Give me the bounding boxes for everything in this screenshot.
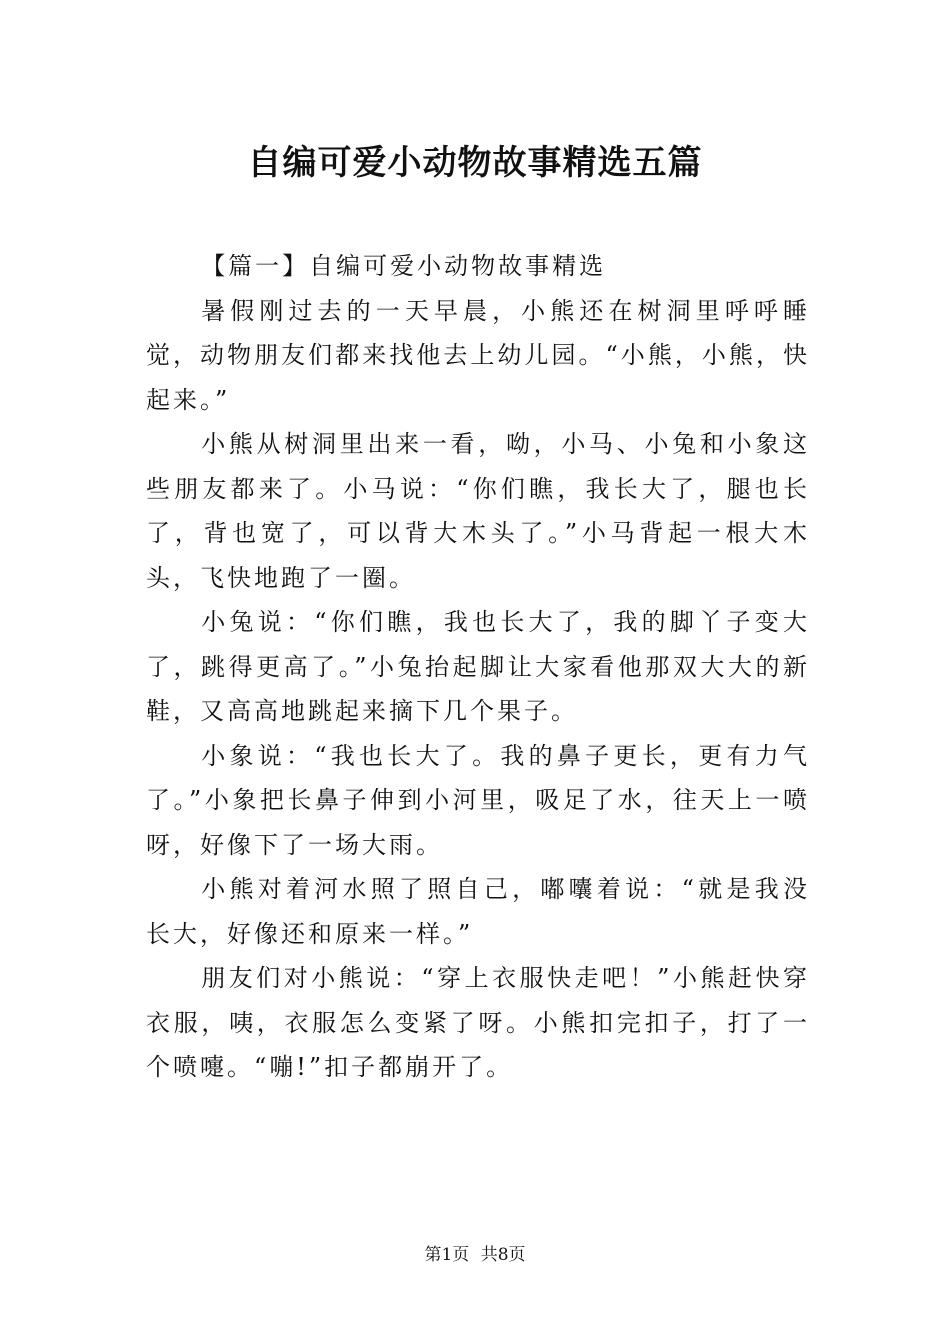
section-heading: 【篇一】自编可爱小动物故事精选 [201, 252, 607, 280]
document-title: 自编可爱小动物故事精选五篇 [247, 143, 703, 183]
paragraph: 朋友们对小熊说：“穿上衣服快走吧！”小熊赶快穿衣服，咦，衣服怎么变紧了呀。小熊扣完扣子，打了一个喷嚏。“嘣!”扣子都崩开了。 [146, 964, 810, 1081]
paragraph: 小兔说：“你们瞧，我也长大了，我的脚丫子变大了，跳得更高了。”小兔抬起脚让大家看他那双大大的新鞋，又高高地跳起来摘下几个果子。 [146, 608, 810, 725]
paragraph: 小象说：“我也长大了。我的鼻子更长，更有力气了。”小象把长鼻子伸到小河里，吸足了水，往天上一喷呀，好像下了一场大雨。 [146, 741, 810, 859]
page-total: 共8页 [480, 1245, 526, 1265]
page-number: 第1页 [424, 1245, 470, 1265]
page-footer [0, 1240, 950, 1265]
paragraph: 小熊对着河水照了照自己，嘟囔着说：“就是我没长大，好像还和原来一样。” [146, 875, 810, 948]
document-body [146, 244, 810, 1090]
paragraph: 暑假刚过去的一天早晨，小熊还在树洞里呼呼睡觉，动物朋友们都来找他去上幼儿园。“小熊，小熊，快起来。” [146, 296, 810, 414]
paragraph: 小熊从树洞里出来一看，呦，小马、小兔和小象这些朋友都来了。小马说：“你们瞧，我长大了，腿也长了，背也宽了，可以背大木头了。”小马背起一根大木头，飞快地跑了一圈。 [146, 430, 810, 592]
